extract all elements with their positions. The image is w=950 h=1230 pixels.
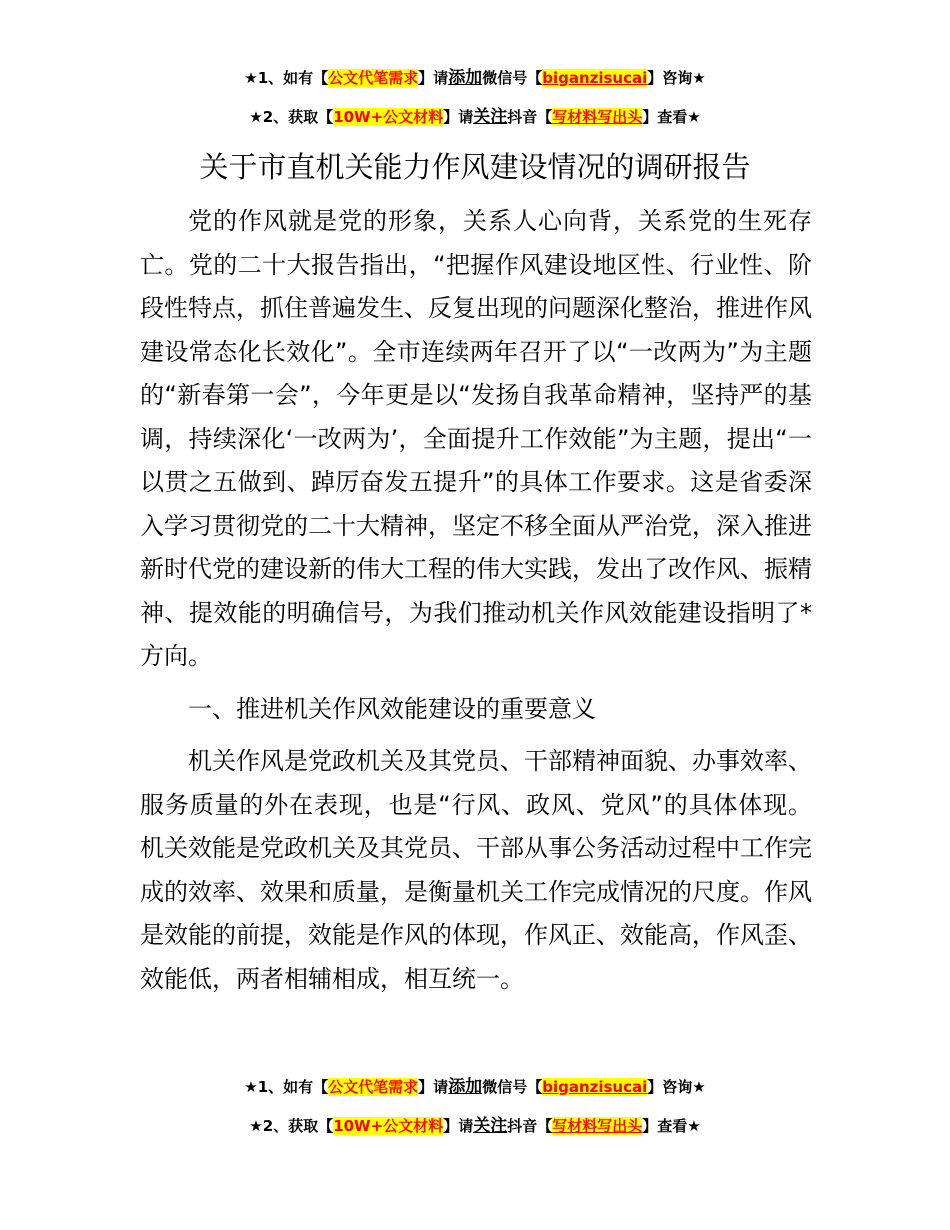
promo-suffix: 】咨询★ [647,69,706,87]
promo-highlight-service: 公文代笔需求 [328,1078,419,1096]
promo-prefix: ★2、获取【 [249,1117,334,1135]
paragraph-significance: 机关作风是党政机关及其党员、干部精神面貌、办事效率、服务质量的外在表现，也是“行风、政风、党风”的具体体现。机关效能是党政机关及其党员、干部从事公务活动过程中工作完成的效率、效果和质量，是衡量机关工作完成情况的尺度。作风是效能的前提，效能是作风的体现，作风正、效能高，作风歪、效能低，两者相辅相成，相互统一。 [140,747,812,993]
promo-highlight-materials: 10W+公文材料 [333,108,444,126]
header-promo-line-2 [0,107,950,127]
promo-prefix: ★1、如有【 [244,69,329,87]
paragraph-intro: 党的作风就是党的形象，关系人心向背，关系党的生死存亡。党的二十大报告指出，“把握作风建设地区性、行业性、阶段性特点，抓住普遍发生、反复出现的问题深化整治，推进作风建设常态化长效化”。全市连续两年召开了以“一改两为”为主题的“新春第一会”，今年更是以“发扬自我革命精神，坚持严的基调，持续深化‘一改两为’，全面提升工作效能”为主题，提出“一以贯之五做到、踔厉奋发五提升”的具体工作要求。这是省委深入学习贯彻党的二十大精神，坚定不移全面从严治党，深入推进新时代党的建设新的伟大工程的伟大实践，发出了改作风、振精神、提效能的明确信号，为我们推动机关作风效能建设指明了*方向。 [140,207,812,670]
promo-suffix: 】咨询★ [647,1078,706,1096]
promo-text: 】请 [443,108,474,126]
promo-text: 】请 [443,1117,474,1135]
promo-text: 抖音【 [507,108,553,126]
promo-text: 抖音【 [507,1117,553,1135]
promo-text: 微信号【 [482,69,543,87]
section-heading: 一、推进机关作风效能建设的重要意义 [188,695,596,723]
promo-prefix: ★2、获取【 [249,108,334,126]
promo-emphasis: 关注 [473,107,508,127]
promo-text: 微信号【 [482,1078,543,1096]
footer-promo-line-2 [0,1116,950,1136]
footer-promo-line-1 [0,1077,950,1097]
promo-douyin-account[interactable]: 写材料写出头 [552,1117,643,1135]
promo-prefix: ★1、如有【 [244,1078,329,1096]
promo-suffix: 】查看★ [642,1117,701,1135]
promo-suffix: 】查看★ [642,108,701,126]
promo-highlight-service: 公文代笔需求 [328,69,419,87]
promo-emphasis: 添加 [448,68,483,88]
promo-emphasis: 添加 [448,1077,483,1097]
header-promo-line-1 [0,68,950,88]
promo-wechat-id[interactable]: biganzisucai [542,69,648,87]
promo-douyin-account[interactable]: 写材料写出头 [552,108,643,126]
promo-highlight-materials: 10W+公文材料 [333,1117,444,1135]
document-title: 关于市直机关能力作风建设情况的调研报告 [199,150,751,184]
promo-emphasis: 关注 [473,1116,508,1136]
promo-text: 】请 [418,1078,449,1096]
promo-wechat-id[interactable]: biganzisucai [542,1078,648,1096]
promo-text: 】请 [418,69,449,87]
